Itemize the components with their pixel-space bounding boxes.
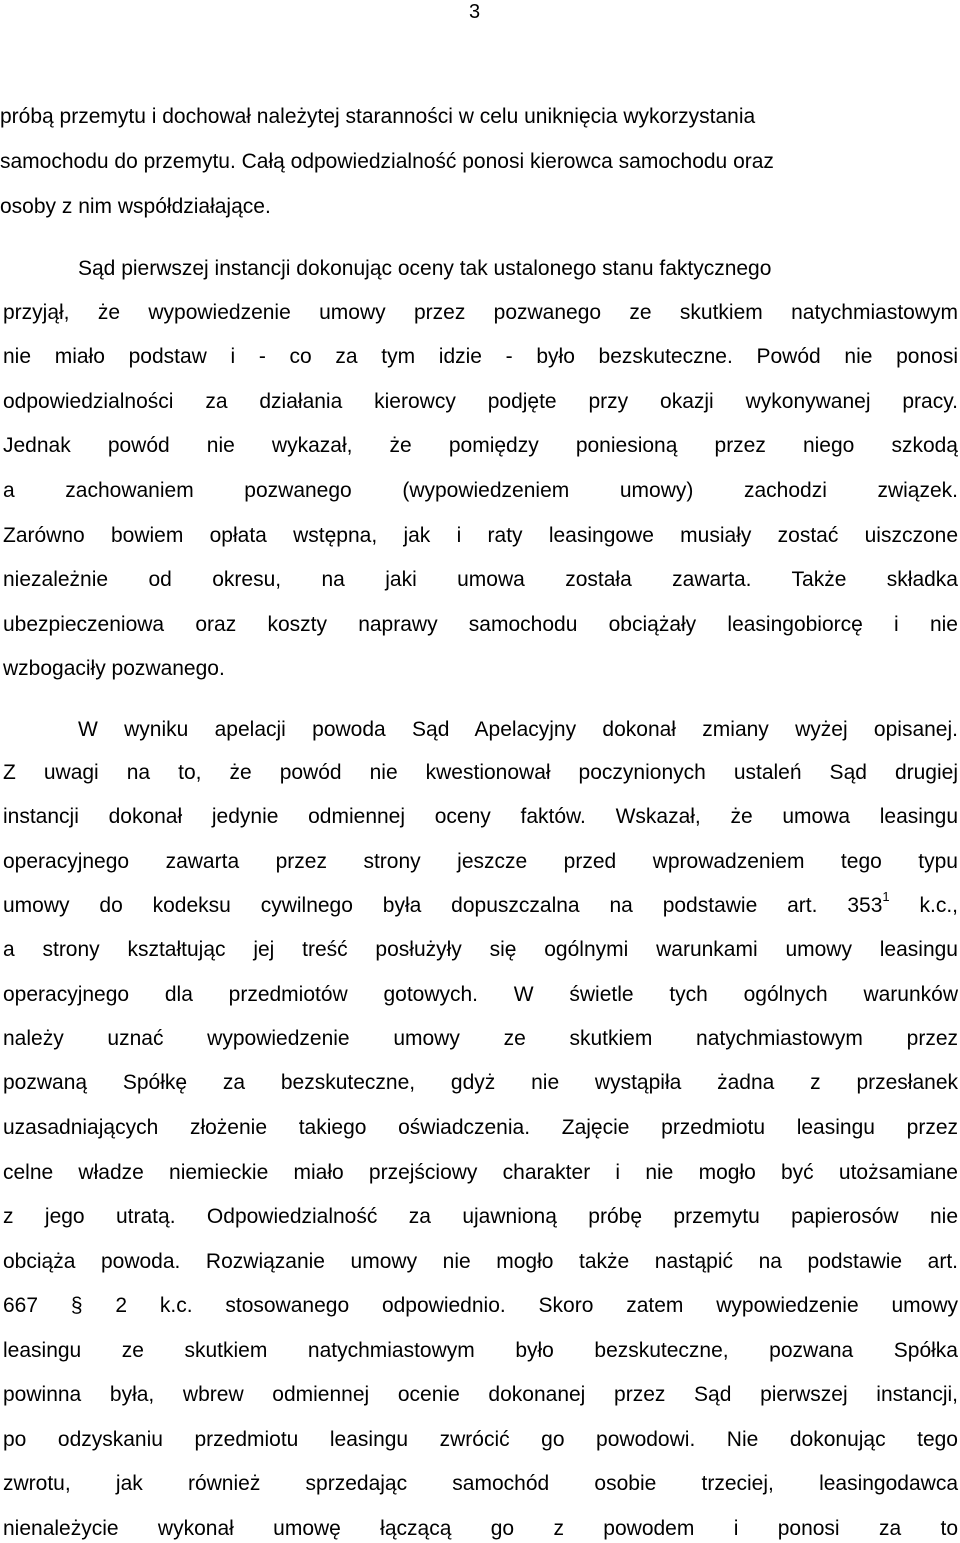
text-line: pozwaną Spółkę za bezskuteczne, gdyż nie wystąpiła żadna z przesłanek xyxy=(3,1071,958,1094)
superscript: 1 xyxy=(882,889,890,904)
text-line: należy uznać wypowiedzenie umowy ze skutkiem natychmiastowym przez xyxy=(3,1027,958,1050)
text-line: obciąża powoda. Rozwiązanie umowy nie mogło także nastąpić na podstawie art. xyxy=(3,1250,958,1273)
text-line: a strony kształtując jej treść posłużyły się ogólnymi warunkami umowy leasingu xyxy=(3,938,958,961)
text-line: wzbogaciły pozwanego. xyxy=(3,657,225,680)
text-line: W wyniku apelacji powoda Sąd Apelacyjny dokonał zmiany wyżej opisanej. xyxy=(78,718,958,741)
text-line: próbą przemytu i dochował należytej staranności w celu uniknięcia wykorzystania xyxy=(0,105,756,128)
text-line: leasingu ze skutkiem natychmiastowym było bezskuteczne, pozwana Spółka xyxy=(3,1339,958,1362)
text-line: zwrotu, jak również sprzedając samochód osobie trzeciej, leasingodawca xyxy=(3,1472,958,1495)
text-line: nie miało podstaw i - co za tym idzie - było bezskuteczne. Powód nie ponosi xyxy=(3,345,958,368)
text-line: celne władze niemieckie miało przejściowy charakter i nie mogło być utożsamiane xyxy=(3,1161,958,1184)
text-line: niezależnie od okresu, na jaki umowa została zawarta. Także składka xyxy=(3,568,958,591)
text-line: Zarówno bowiem opłata wstępna, jak i raty leasingowe musiały zostać uiszczone xyxy=(3,524,958,547)
text-line: nienależycie wykonał umowę łączącą go z powodem i ponosi za to xyxy=(3,1517,958,1540)
text-line xyxy=(3,889,958,919)
text-line: z jego utratą. Odpowiedzialność za ujawnioną próbę przemytu papierosów nie xyxy=(3,1205,958,1228)
text-line: Jednak powód nie wykazał, że pomiędzy poniesioną przez niego szkodą xyxy=(3,434,958,457)
text-line: ubezpieczeniowa oraz koszty naprawy samochodu obciążały leasingobiorcę i nie xyxy=(3,613,958,636)
page-number: 3 xyxy=(469,1,481,23)
text-fragment: umowy do kodeksu cywilnego była dopuszczalna na podstawie art. 353 xyxy=(3,894,883,917)
text-line: Sąd pierwszej instancji dokonując oceny tak ustalonego stanu faktycznego xyxy=(78,257,772,280)
text-line: przyjął, że wypowiedzenie umowy przez pozwanego ze skutkiem natychmiastowym xyxy=(3,301,958,324)
text-fragment: k.c., xyxy=(889,894,958,917)
text-line: osoby z nim współdziałające. xyxy=(0,195,271,218)
text-line: instancji dokonał jedynie odmiennej oceny faktów. Wskazał, że umowa leasingu xyxy=(3,805,958,828)
text-line: operacyjnego dla przedmiotów gotowych. W świetle tych ogólnych warunków xyxy=(3,983,958,1006)
text-line: po odzyskaniu przedmiotu leasingu zwrócić go powodowi. Nie dokonując tego xyxy=(3,1428,958,1451)
text-line: 667 § 2 k.c. stosowanego odpowiednio. Skoro zatem wypowiedzenie umowy xyxy=(3,1294,958,1317)
text-line: uzasadniających złożenie takiego oświadczenia. Zajęcie przedmiotu leasingu przez xyxy=(3,1116,958,1139)
text-line: a zachowaniem pozwanego (wypowiedzeniem umowy) zachodzi związek. xyxy=(3,479,958,502)
text-line: samochodu do przemytu. Całą odpowiedzialność ponosi kierowca samochodu oraz xyxy=(0,150,774,173)
text-line: powinna była, wbrew odmiennej ocenie dokonanej przez Sąd pierwszej instancji, xyxy=(3,1383,958,1406)
text-line: operacyjnego zawarta przez strony jeszcze przed wprowadzeniem tego typu xyxy=(3,850,958,873)
text-line: odpowiedzialności za działania kierowcy podjęte przy okazji wykonywanej pracy. xyxy=(3,390,958,413)
text-line: Z uwagi na to, że powód nie kwestionował poczynionych ustaleń Sąd drugiej xyxy=(3,761,958,784)
